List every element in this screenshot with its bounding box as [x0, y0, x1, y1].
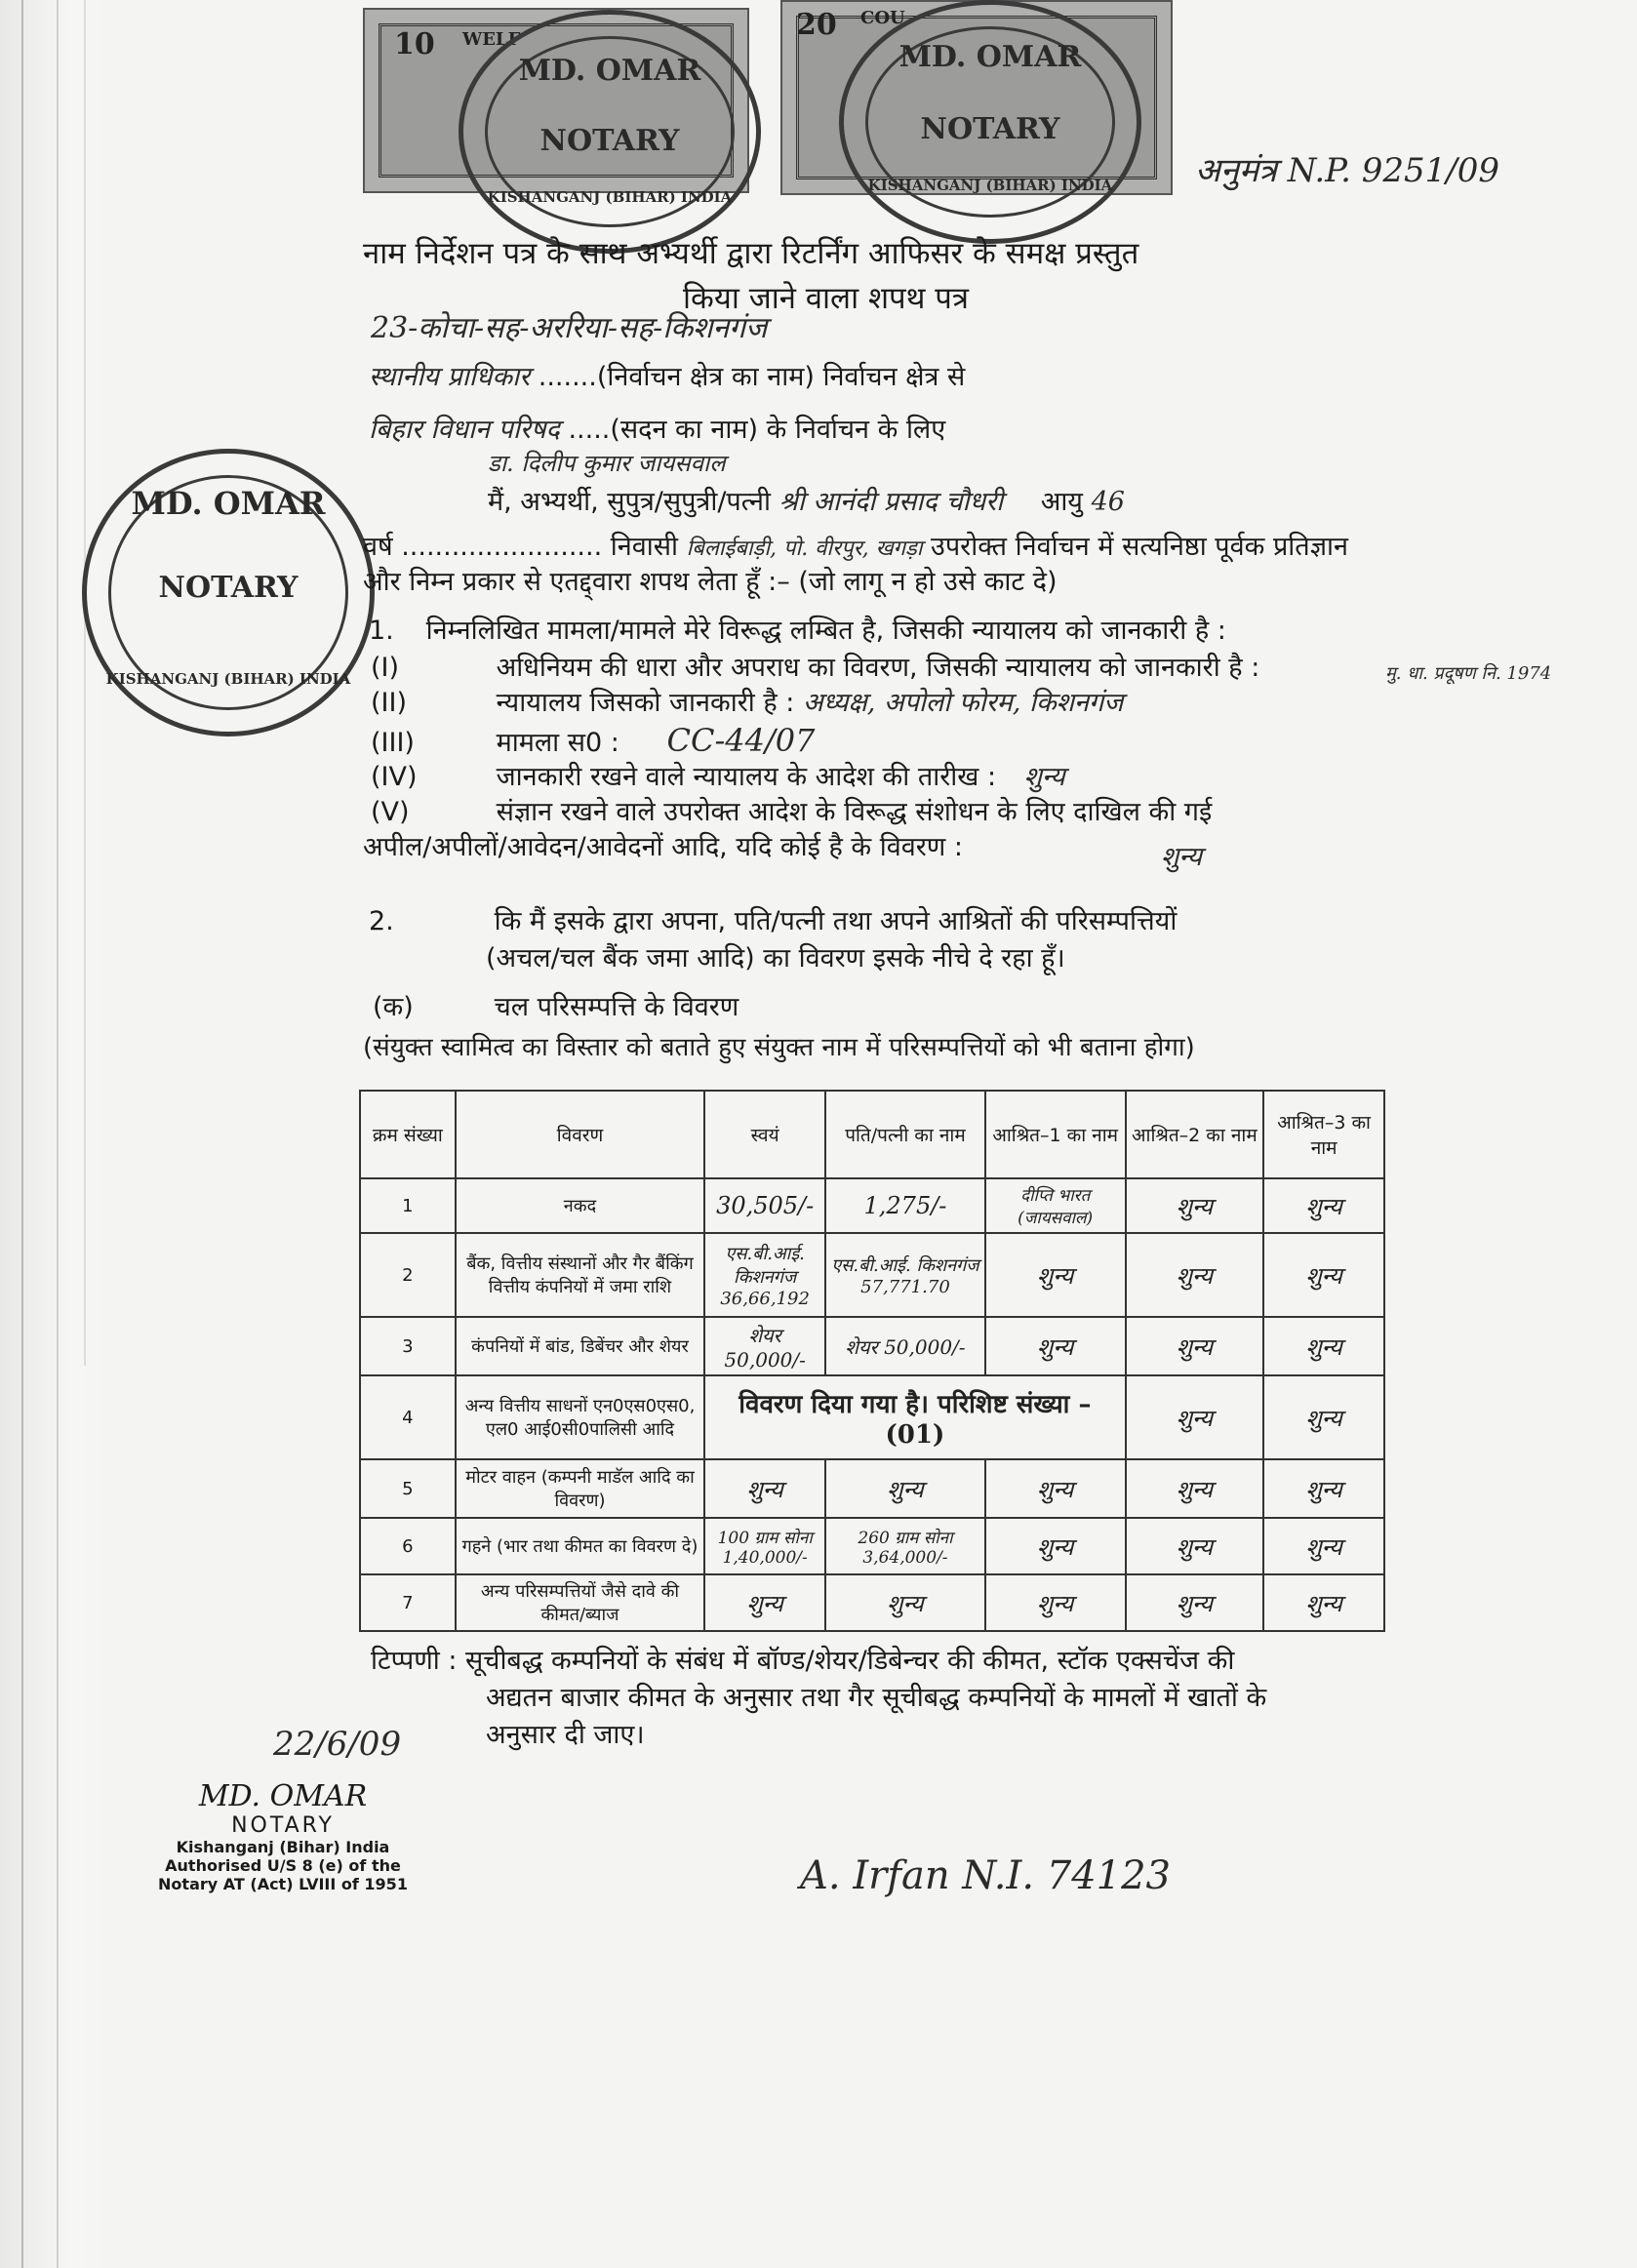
footnote-label: टिप्पणी : [371, 1646, 458, 1676]
notary-seal [82, 449, 375, 736]
constituency-filled-name: स्थानीय प्राधिकार [369, 362, 531, 392]
cell-sn: 7 [360, 1574, 456, 1631]
cell-dep1: शुन्य [985, 1317, 1126, 1375]
cell-desc: कंपनियों में बांड, डिबेंचर और शेयर [456, 1317, 704, 1375]
oath-line2: और निम्न प्रकार से एतद्द्वारा शपथ लेता हूँ :– (जो लागू न हो उसे काट दे) [363, 567, 1058, 597]
registration-note: अनुमंत्र N.P. 9251/09 [1195, 151, 1499, 190]
item-filled: मु. धा. प्रदूषण नि. 1974 [1385, 663, 1552, 684]
table-header-row [360, 1091, 1384, 1178]
cell-sn: 6 [360, 1518, 456, 1574]
cell-spouse: 1,275/- [825, 1178, 985, 1233]
cell-sn: 2 [360, 1233, 456, 1317]
notary-block [137, 1779, 429, 1893]
cell-dep3: शुन्य [1263, 1317, 1384, 1375]
movable-assets-table [359, 1090, 1385, 1632]
stamp-value: 10 [394, 27, 435, 61]
section-k-label: (क) [373, 992, 414, 1022]
stamp-top-text: COU [860, 8, 905, 28]
appeal-line: अपील/अपीलों/आवेदन/आवेदनों आदि, यदि कोई है के विवरण : [363, 832, 963, 862]
item-roman: (IV) [371, 762, 418, 792]
cell-self: शुन्य [704, 1574, 825, 1631]
seal-place: KISHANGANJ (BIHAR) INDIA [105, 670, 351, 688]
cell-dep2: शुन्य [1126, 1375, 1264, 1459]
column-header: स्वयं [704, 1091, 825, 1178]
residence-label: निवासी [610, 532, 679, 562]
column-header: पति/पत्नी का नाम [825, 1091, 985, 1178]
overlay-title: NOTARY [920, 112, 1060, 146]
cell-self: 100 ग्राम सोना 1,40,000/- [704, 1518, 825, 1574]
constituency-label: .......(निर्वाचन क्षेत्र का नाम) निर्वाचन क्षेत्र से [538, 362, 966, 392]
cell-merged-note: विवरण दिया गया है। परिशिष्ट संख्या – (01) [704, 1375, 1125, 1459]
house-label: .....(सदन का नाम) के निर्वाचन के लिए [568, 415, 946, 445]
heading-line2: किया जाने वाला शपथ पत्र [683, 281, 970, 316]
cell-dep1: शुन्य [985, 1459, 1126, 1518]
footnote-line1: सूचीबद्ध कम्पनियों के संबंध में बॉण्ड/शेयर/डिबेन्चर की कीमत, स्टॉक एक्सचेंज की [465, 1646, 1235, 1676]
cell-dep1: शुन्य [985, 1233, 1126, 1317]
appeal-filled: शुन्य [1161, 842, 1202, 872]
table-row [360, 1233, 1384, 1317]
cell-desc: अन्य वित्तीय साधनों एन0एस0एस0, एल0 आई0सी0पालिसी आदि [456, 1375, 704, 1459]
stamp-value: 20 [796, 8, 837, 42]
constituency-filled-line: 23-कोचा-सह-अररिया-सह-किशनगंज [371, 311, 768, 345]
cell-sn: 4 [360, 1375, 456, 1459]
cell-desc: मोटर वाहन (कम्पनी माडॅल आदि का विवरण) [456, 1459, 704, 1518]
section2-line1: कि मैं इसके द्वारा अपना, पति/पत्नी तथा अपने आश्रितों की परिसम्पत्तियों [494, 906, 1178, 936]
table-row [360, 1518, 1384, 1574]
cell-dep1: दीप्ति भारत (जायसवाल) [985, 1178, 1126, 1233]
section-k-note: (संयुक्त स्वामित्व का विस्तार को बताते हुए संयुक्त नाम में परिसम्पत्तियों को भी बताना होगा) [363, 1033, 1195, 1062]
cell-dep3: शुन्य [1263, 1459, 1384, 1518]
cell-desc: गहने (भार तथा कीमत का विवरण दे) [456, 1518, 704, 1574]
stamp-top-text: WELF [462, 29, 521, 50]
cell-desc: बैंक, वित्तीय संस्थानों और गैर बैंकिंग वित्तीय कंपनियों में जमा राशि [456, 1233, 704, 1317]
candidate-father: श्री आनंदी प्रसाद चौधरी [779, 487, 1004, 517]
item-text: जानकारी रखने वाले न्यायालय के आदेश की तारीख : [496, 762, 997, 792]
cell-dep2: शुन्य [1126, 1317, 1264, 1375]
table-row [360, 1574, 1384, 1631]
edge-line [21, 0, 23, 2268]
notary-auth-line1: Authorised U/S 8 (e) of the [165, 1856, 401, 1875]
cell-dep2: शुन्य [1126, 1233, 1264, 1317]
house-filled: बिहार विधान परिषद [369, 415, 560, 445]
item-text: अधिनियम की धारा और अपराध का विवरण, जिसकी न्यायालय को जानकारी है : [496, 653, 1260, 683]
page-edge [0, 0, 117, 2268]
cell-dep2: शुन्य [1126, 1178, 1264, 1233]
cell-spouse: शुन्य [825, 1574, 985, 1631]
cell-spouse: एस.बी.आई. किशनगंज 57,771.70 [825, 1233, 985, 1317]
section2-num: 2. [369, 906, 394, 936]
heading-line1: नाम निर्देशन पत्र के साथ अभ्यर्थी द्वारा रिटर्निंग आफिसर के समक्ष प्रस्तुत [363, 236, 1139, 271]
overlay-name: MD. OMAR [898, 40, 1082, 74]
footnote-line3: अनुसार दी जाए। [486, 1720, 645, 1750]
cell-spouse: 260 ग्राम सोना 3,64,000/- [825, 1518, 985, 1574]
cell-dep1: शुन्य [985, 1518, 1126, 1574]
table-row [360, 1459, 1384, 1518]
candidate-line-prefix: मैं, अभ्यर्थी, सुपुत्र/सुपुत्री/पत्नी [488, 487, 772, 517]
item-roman: (I) [371, 653, 400, 683]
column-header: आश्रित–2 का नाम [1126, 1091, 1264, 1178]
notary-auth-line2: Notary AT (Act) LVIII of 1951 [158, 1875, 408, 1893]
age-value: 46 [1091, 487, 1125, 517]
cell-self: एस.बी.आई. किशनगंज 36,66,192 [704, 1233, 825, 1317]
cell-dep2: शुन्य [1126, 1518, 1264, 1574]
item-filled: अध्यक्ष, अपोलो फोरम, किशनगंज [802, 688, 1124, 718]
seal-name: MD. OMAR [131, 485, 326, 522]
table-row [360, 1178, 1384, 1233]
cell-dep1: शुन्य [985, 1574, 1126, 1631]
cell-dep3: शुन्य [1263, 1375, 1384, 1459]
cell-desc: अन्य परिसम्पत्तियों जैसे दावे की कीमत/ब्याज [456, 1574, 704, 1631]
notary-title: NOTARY [231, 1813, 335, 1838]
residence-filled: बिलाईबाड़ी, पो. वीरपुर, खगड़ा [686, 537, 923, 561]
notary-overlay-stamp [459, 10, 761, 254]
item-roman: (V) [371, 797, 410, 827]
cell-dep2: शुन्य [1126, 1459, 1264, 1518]
overlay-name: MD. OMAR [518, 54, 701, 88]
cell-dep2: शुन्य [1126, 1574, 1264, 1631]
column-header: क्रम संख्या [360, 1091, 456, 1178]
cell-dep3: शुन्य [1263, 1518, 1384, 1574]
cell-spouse: शेयर 50,000/- [825, 1317, 985, 1375]
column-header: आश्रित–3 का नाम [1263, 1091, 1384, 1178]
candidate-name: डा. दिलीप कुमार जायसवाल [488, 450, 726, 477]
table-row [360, 1375, 1384, 1459]
seal-title: NOTARY [158, 571, 299, 605]
item-filled: शुन्य [1023, 762, 1065, 792]
item-roman: (III) [371, 728, 415, 758]
item-roman: (II) [371, 688, 407, 718]
varsh-label: वर्ष ........................ [363, 532, 603, 562]
item-filled: CC-44/07 [666, 722, 816, 759]
cell-self: 30,505/- [704, 1178, 825, 1233]
cell-spouse: शुन्य [825, 1459, 985, 1518]
cell-self: शुन्य [704, 1459, 825, 1518]
section1-num: 1. [369, 616, 394, 646]
notary-name: MD. OMAR [198, 1779, 368, 1813]
age-label: आयु [1040, 487, 1083, 517]
column-header: विवरण [456, 1091, 704, 1178]
cell-sn: 1 [360, 1178, 456, 1233]
cell-dep3: शुन्य [1263, 1233, 1384, 1317]
oath-rest: उपरोक्त निर्वाचन में सत्यनिष्ठा पूर्वक प्रतिज्ञान [931, 532, 1348, 562]
identification-signature: A. Irfan N.I. 74123 [800, 1853, 1171, 1898]
cell-self: शेयर 50,000/- [704, 1317, 825, 1375]
section-k-title: चल परिसम्पत्ति के विवरण [494, 992, 739, 1022]
cell-sn: 5 [360, 1459, 456, 1518]
table-row [360, 1317, 1384, 1375]
footnote-line2: अद्यतन बाजार कीमत के अनुसार तथा गैर सूचीबद्ध कम्पनियों के मामलों में खातों के [486, 1683, 1267, 1713]
edge-line [84, 0, 86, 1366]
section1-text: निम्नलिखित मामला/मामले मेरे विरूद्ध लम्बित है, जिसकी न्यायालय को जानकारी है : [425, 616, 1226, 646]
item-text: मामला स0 : [496, 728, 619, 758]
overlay-place: KISHANGANJ (BIHAR) INDIA [867, 177, 1113, 194]
column-header: आश्रित–1 का नाम [985, 1091, 1126, 1178]
cell-sn: 3 [360, 1317, 456, 1375]
notary-place: Kishanganj (Bihar) India [176, 1838, 390, 1856]
edge-line [57, 0, 59, 2268]
notary-overlay-stamp [839, 0, 1141, 244]
item-text: न्यायालय जिसको जानकारी है : [496, 688, 795, 718]
overlay-place: KISHANGANJ (BIHAR) INDIA [487, 188, 733, 206]
cell-dep3: शुन्य [1263, 1178, 1384, 1233]
cell-desc: नकद [456, 1178, 704, 1233]
cell-dep3: शुन्य [1263, 1574, 1384, 1631]
item-text: संज्ञान रखने वाले उपरोक्त आदेश के विरूद्ध संशोधन के लिए दाखिल की गई [496, 797, 1213, 827]
overlay-title: NOTARY [539, 124, 680, 158]
notary-sign-date: 22/6/09 [273, 1725, 402, 1764]
section2-line2: (अचल/चल बैंक जमा आदि) का विवरण इसके नीचे दे रहा हूँ। [486, 943, 1065, 974]
